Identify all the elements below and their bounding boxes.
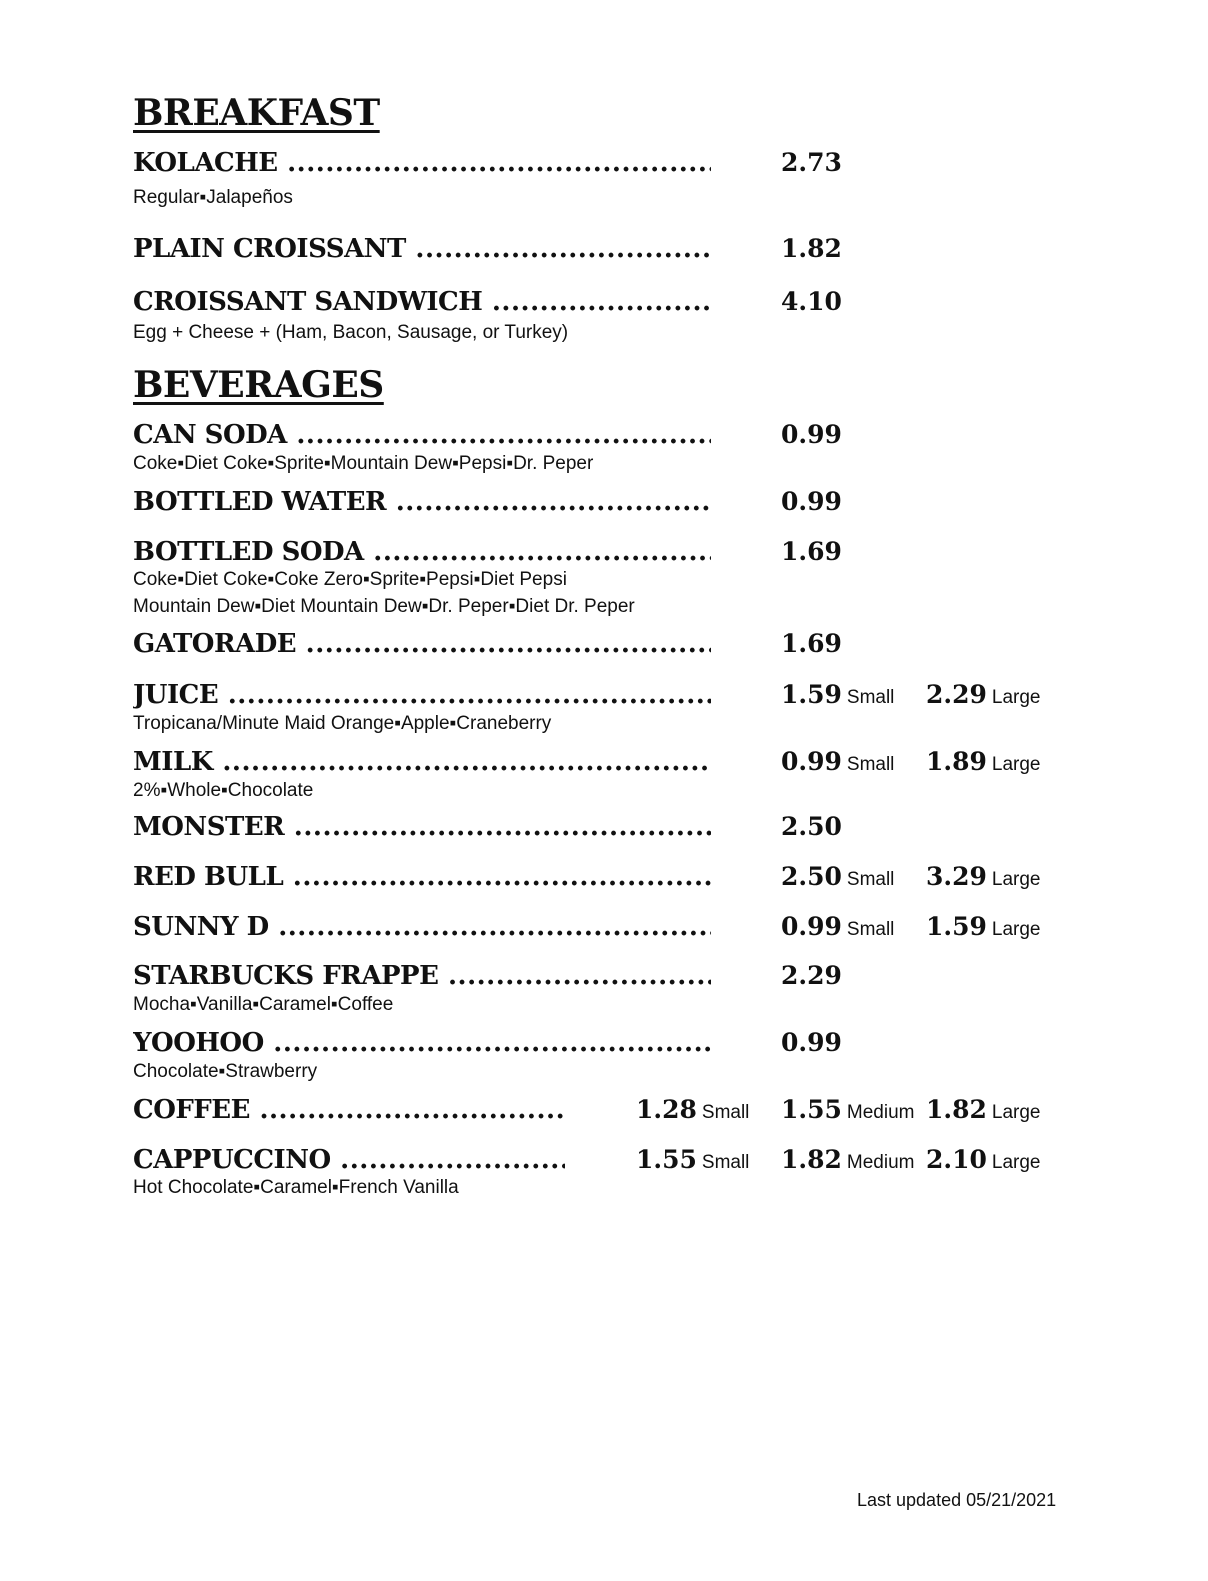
menu-item-milk bbox=[133, 747, 1093, 777]
item-price-large bbox=[926, 1145, 1041, 1178]
item-name: CAN SODA ..... bbox=[133, 420, 711, 450]
size-label: Large bbox=[991, 1152, 1041, 1173]
size-label: Small bbox=[846, 754, 895, 775]
price-value: 3.29 bbox=[926, 862, 987, 891]
item-price: 4.10 bbox=[781, 287, 842, 316]
item-description: Tropicana/Minute Maid Orange▪Apple▪Craneberry bbox=[133, 713, 552, 734]
price-value: 2.10 bbox=[926, 1145, 987, 1174]
item-name: STARBUCKS FRAPPE ..... bbox=[133, 961, 711, 991]
item-price-large bbox=[926, 862, 1041, 895]
item-description: Mocha▪Vanilla▪Caramel▪Coffee bbox=[133, 994, 394, 1015]
item-description: Hot Chocolate▪Caramel▪French Vanilla bbox=[133, 1177, 459, 1198]
item-price: 1.69 bbox=[781, 537, 842, 566]
item-price-small bbox=[781, 912, 894, 945]
item-price-small bbox=[781, 747, 894, 780]
item-name: MONSTER ..... bbox=[133, 812, 711, 842]
price-value: 1.28 bbox=[636, 1095, 697, 1124]
size-label: Small bbox=[846, 869, 895, 890]
menu-item-cappuccino bbox=[133, 1145, 1093, 1175]
menu-item-bottled-soda bbox=[133, 537, 1093, 567]
price-value: 1.89 bbox=[926, 747, 987, 776]
item-name: PLAIN CROISSANT ..... bbox=[133, 234, 711, 264]
item-price-large bbox=[926, 912, 1041, 945]
item-name: SUNNY D ..... bbox=[133, 912, 711, 942]
item-price-small bbox=[781, 862, 894, 895]
size-label: Large bbox=[991, 919, 1041, 940]
item-price-small bbox=[636, 1095, 749, 1128]
item-price-small bbox=[636, 1145, 749, 1178]
item-name: CROISSANT SANDWICH ..... bbox=[133, 287, 711, 317]
item-price-large bbox=[926, 747, 1041, 780]
item-name: RED BULL ..... bbox=[133, 862, 711, 892]
menu-item-red-bull bbox=[133, 862, 1093, 892]
size-label: Small bbox=[701, 1152, 750, 1173]
menu-item-monster bbox=[133, 812, 1093, 842]
item-price-large bbox=[926, 680, 1041, 713]
price-value: 0.99 bbox=[781, 747, 842, 776]
item-price: 2.73 bbox=[781, 148, 842, 177]
item-name: KOLACHE ..... bbox=[133, 148, 711, 178]
item-name: MILK ..... bbox=[133, 747, 711, 777]
beverages-heading: BEVERAGES bbox=[133, 364, 384, 406]
menu-item-coffee bbox=[133, 1095, 1093, 1125]
size-label: Large bbox=[991, 754, 1041, 775]
price-value: 1.59 bbox=[926, 912, 987, 941]
item-name: BOTTLED SODA ..... bbox=[133, 537, 711, 567]
item-price-medium bbox=[781, 1145, 914, 1178]
price-value: 1.59 bbox=[781, 680, 842, 709]
item-description: Egg + Cheese + (Ham, Bacon, Sausage, or Turkey) bbox=[133, 322, 569, 343]
item-name: CAPPUCCINO ..... bbox=[133, 1145, 565, 1175]
item-description: Regular▪Jalapeños bbox=[133, 187, 293, 208]
size-label: Large bbox=[991, 687, 1041, 708]
menu-item-kolache bbox=[133, 148, 1093, 178]
item-name: COFFEE ..... bbox=[133, 1095, 565, 1125]
item-price: 2.29 bbox=[781, 961, 842, 990]
item-price: 0.99 bbox=[781, 487, 842, 516]
item-price: 1.82 bbox=[781, 234, 842, 263]
menu-item-yoohoo bbox=[133, 1028, 1093, 1058]
size-label: Small bbox=[846, 687, 895, 708]
menu-item-can-soda bbox=[133, 420, 1093, 450]
menu-item-juice bbox=[133, 680, 1093, 710]
item-name: BOTTLED WATER ..... bbox=[133, 487, 711, 517]
size-label: Large bbox=[991, 869, 1041, 890]
menu-item-gatorade bbox=[133, 629, 1093, 659]
price-value: 1.55 bbox=[781, 1095, 842, 1124]
item-description: Mountain Dew▪Diet Mountain Dew▪Dr. Peper▪Diet Dr. Peper bbox=[133, 596, 635, 617]
item-price: 0.99 bbox=[781, 1028, 842, 1057]
item-description: Chocolate▪Strawberry bbox=[133, 1061, 318, 1082]
menu-item-croissant-sandwich bbox=[133, 287, 1093, 317]
breakfast-heading: BREAKFAST bbox=[133, 92, 380, 134]
item-name: YOOHOO ..... bbox=[133, 1028, 711, 1058]
size-label: Medium bbox=[846, 1152, 915, 1173]
item-description: 2%▪Whole▪Chocolate bbox=[133, 780, 314, 801]
item-price: 1.69 bbox=[781, 629, 842, 658]
item-price-medium bbox=[781, 1095, 914, 1128]
size-label: Large bbox=[991, 1102, 1041, 1123]
menu-item-plain-croissant bbox=[133, 234, 1093, 264]
menu-item-starbucks-frappe bbox=[133, 961, 1093, 991]
item-price: 0.99 bbox=[781, 420, 842, 449]
price-value: 1.55 bbox=[636, 1145, 697, 1174]
last-updated-note: Last updated 05/21/2021 bbox=[857, 1490, 1057, 1510]
size-label: Small bbox=[701, 1102, 750, 1123]
menu-item-bottled-water bbox=[133, 487, 1093, 517]
price-value: 1.82 bbox=[926, 1095, 987, 1124]
price-value: 2.50 bbox=[781, 862, 842, 891]
menu-item-sunny-d bbox=[133, 912, 1093, 942]
price-value: 2.29 bbox=[926, 680, 987, 709]
price-value: 0.99 bbox=[781, 912, 842, 941]
item-name: GATORADE ..... bbox=[133, 629, 711, 659]
item-name: JUICE ..... bbox=[133, 680, 711, 710]
item-price: 2.50 bbox=[781, 812, 842, 841]
item-description: Coke▪Diet Coke▪Sprite▪Mountain Dew▪Pepsi▪Dr. Peper bbox=[133, 453, 594, 474]
item-price-small bbox=[781, 680, 894, 713]
item-price-large bbox=[926, 1095, 1041, 1128]
size-label: Medium bbox=[846, 1102, 915, 1123]
size-label: Small bbox=[846, 919, 895, 940]
item-description: Coke▪Diet Coke▪Coke Zero▪Sprite▪Pepsi▪Diet Pepsi bbox=[133, 569, 567, 590]
price-value: 1.82 bbox=[781, 1145, 842, 1174]
